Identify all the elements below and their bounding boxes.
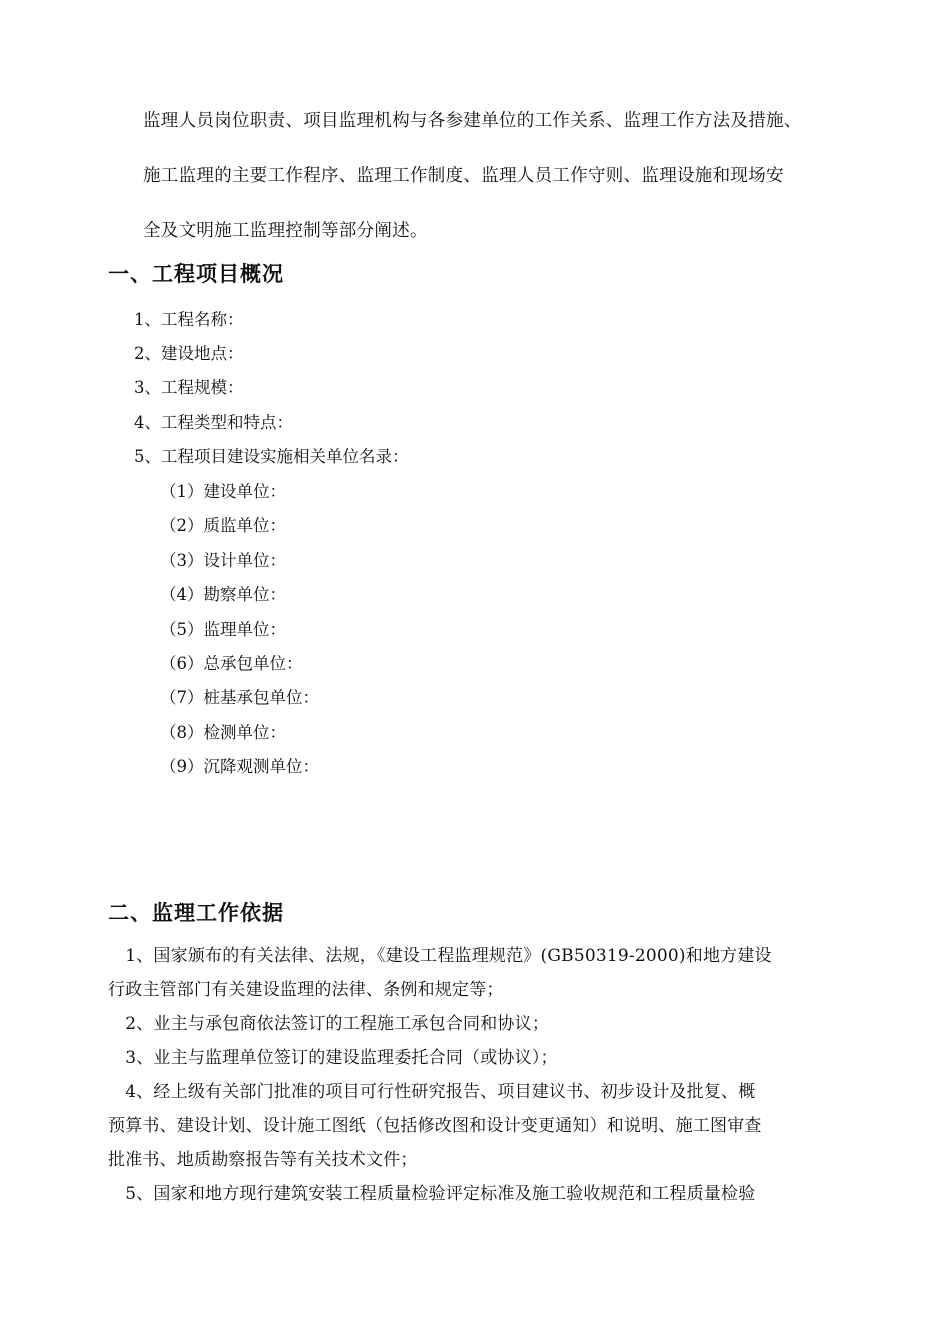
sub-list-item: （2）质监单位： [160,516,286,535]
sub-list-item: （6）总承包单位： [160,654,303,673]
list-item: 4、工程类型和特点： [134,413,293,432]
sub-list-item: （9）沉降观测单位： [160,757,319,776]
basis-line: 行政主管部门有关建设监理的法律、条例和规定等； [108,980,504,1000]
basis-line: 5、国家和地方现行建筑安装工程质量检验评定标准及施工验收规范和工程质量检验 [108,1184,756,1204]
list-item: 3、工程规模： [134,378,244,397]
basis-line: 预算书、建设计划、设计施工图纸（包括修改图和设计变更通知）和说明、施工图审查 [108,1116,762,1136]
sub-list-item: （5）监理单位： [160,620,286,639]
basis-line: 4、经上级有关部门批准的项目可行性研究报告、项目建议书、初步设计及批复、概 [108,1082,756,1102]
intro-line: 监理人员岗位职责、项目监理机构与各参建单位的工作关系、监理工作方法及措施、 [143,111,802,131]
basis-line: 2、业主与承包商依法签订的工程施工承包合同和协议； [108,1014,550,1034]
section-heading-supervision-basis: 二、监理工作依据 [108,901,284,925]
sub-list-item: （4）勘察单位： [160,585,286,604]
basis-paragraphs [108,939,848,1211]
basis-line: 3、业主与监理单位签订的建设监理委托合同（或协议）； [108,1048,558,1068]
intro-line: 施工监理的主要工作程序、监理工作制度、监理人员工作守则、监理设施和现场安 [143,166,784,186]
list-item: 1、工程名称： [134,310,244,329]
intro-paragraph [143,94,863,259]
list-item: 5、工程项目建设实施相关单位名录： [134,447,409,466]
sub-list-item: （1）建设单位： [160,482,286,501]
sub-list-item: （3）设计单位： [160,551,286,570]
basis-line: 批准书、地质勘察报告等有关技术文件； [108,1150,418,1170]
basis-line: 1、国家颁布的有关法律、法规，《建设工程监理规范》(GB50319-2000)和地方建设 [108,946,772,966]
intro-line: 全及文明施工监理控制等部分阐述。 [143,221,428,241]
list-item: 2、建设地点： [134,344,244,363]
sub-list-item: （7）桩基承包单位： [160,688,319,707]
sub-list-item: （8）检测单位： [160,723,286,742]
section-heading-project-overview: 一、工程项目概况 [108,262,284,286]
